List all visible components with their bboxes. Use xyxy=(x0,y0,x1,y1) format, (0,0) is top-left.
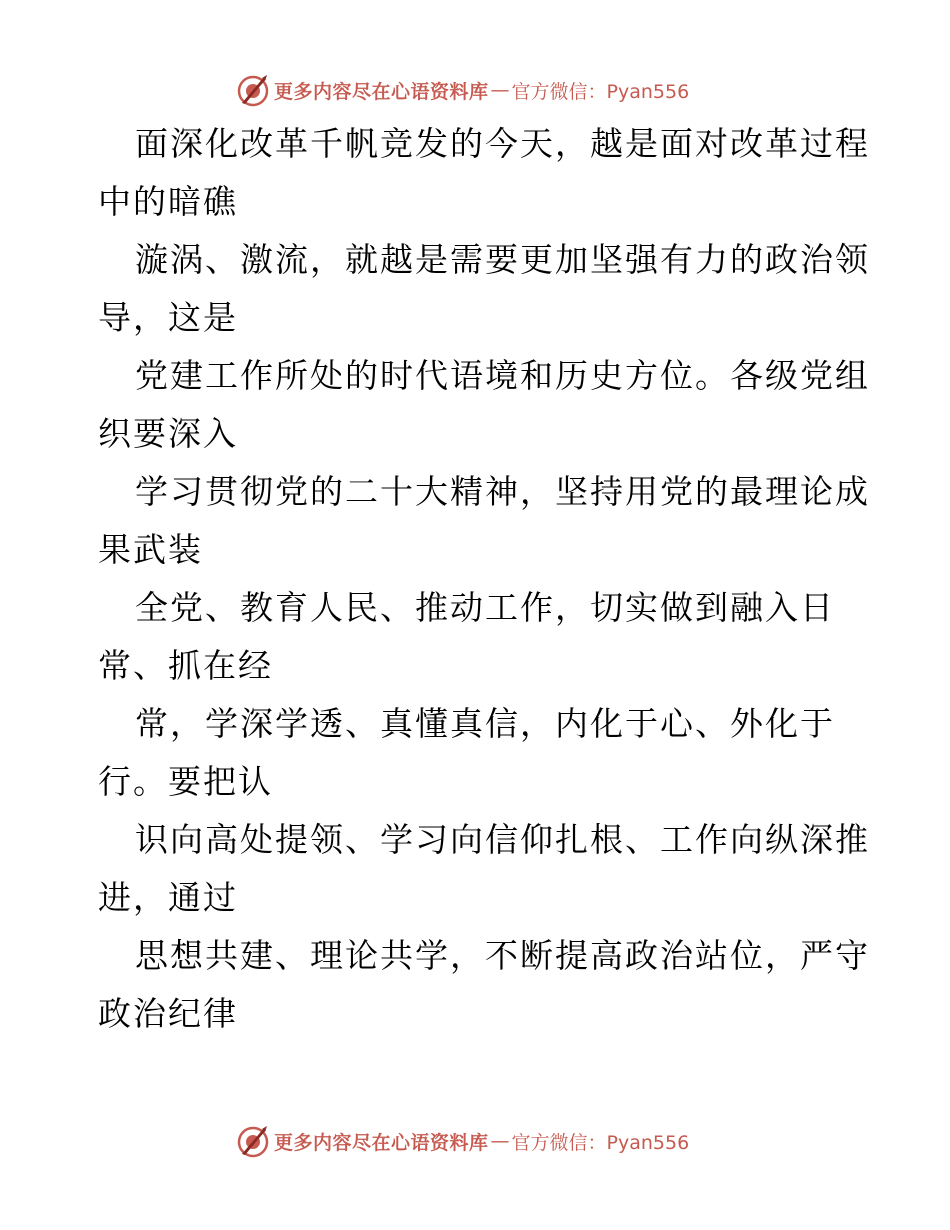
watermark-wechat: 官方微信：Pyan556 xyxy=(511,80,690,103)
text-line: 中的暗礁 xyxy=(98,182,238,221)
text-line: 行。要把认 xyxy=(98,762,273,801)
text-line: 学习贯彻党的二十大精神，坚持用党的最理论成 xyxy=(135,472,870,511)
text-line: 果武装 xyxy=(98,530,203,569)
text-line: 思想共建、理论共学，不断提高政治站位，严守 xyxy=(135,936,870,975)
watermark-separator: — xyxy=(490,1130,510,1152)
text-line: 进，通过 xyxy=(98,878,238,917)
quill-logo-icon xyxy=(236,73,270,107)
text-line: 导，这是 xyxy=(98,298,238,337)
text-line: 漩涡、激流，就越是需要更加坚强有力的政治领 xyxy=(135,240,870,279)
body-text xyxy=(98,115,870,1043)
header-watermark xyxy=(236,73,689,107)
text-line: 全党、教育人民、推动工作，切实做到融入日 xyxy=(135,588,835,627)
text-line: 织要深入 xyxy=(98,414,238,453)
watermark-wechat: 官方微信：Pyan556 xyxy=(511,1131,690,1154)
text-line: 党建工作所处的时代语境和历史方位。各级党组 xyxy=(135,356,870,395)
text-line: 政治纪律 xyxy=(98,994,238,1033)
watermark-separator: — xyxy=(490,79,510,101)
quill-logo-icon xyxy=(236,1124,270,1158)
watermark-text: 更多内容尽在心语资料库 xyxy=(274,80,489,103)
text-line: 面深化改革千帆竞发的今天，越是面对改革过程 xyxy=(135,124,870,163)
watermark-text: 更多内容尽在心语资料库 xyxy=(274,1131,489,1154)
footer-watermark xyxy=(236,1124,689,1158)
text-line: 常、抓在经 xyxy=(98,646,273,685)
text-line: 常，学深学透、真懂真信，内化于心、外化于 xyxy=(135,704,835,743)
text-line: 识向高处提领、学习向信仰扎根、工作向纵深推 xyxy=(135,820,870,859)
